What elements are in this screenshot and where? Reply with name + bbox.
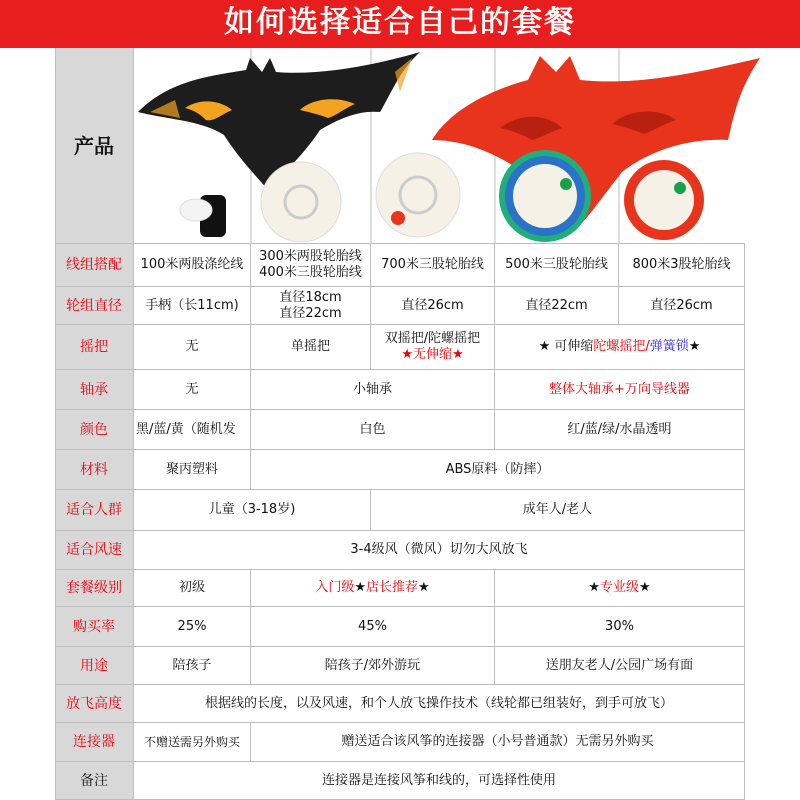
row-label-audience: 适合人群: [55, 490, 134, 531]
row-label-material: 材料: [55, 450, 134, 490]
color-pkg23: 白色: [251, 410, 495, 450]
line-pkg3: 700米三股轮胎线: [371, 244, 495, 287]
handle-pkg2: 单摇把: [251, 325, 371, 370]
reel-pkg2-a: 直径18cm: [279, 289, 342, 305]
usage-pkg23: 陪孩子/郊外游玩: [251, 647, 495, 685]
purchase-pkg45: 30%: [495, 607, 745, 647]
handle-pkg3-a: 双摇把/陀螺摇把: [384, 331, 481, 346]
level-pkg23: [251, 570, 495, 607]
row-label-reel-diameter: 轮组直径: [55, 287, 134, 325]
row-label-wind: 适合风速: [55, 531, 134, 570]
height-all: 根据线的长度，以及风速，和个人放飞操作技术（线轮都已组装好，到手可放飞）: [134, 685, 745, 723]
reel-pkg3: 直径26cm: [371, 287, 495, 325]
line-pkg5: 800米3股轮胎线: [619, 244, 745, 287]
bearing-pkg1: 无: [134, 370, 251, 410]
line-pkg4: 500米三股轮胎线: [495, 244, 619, 287]
bearing-pkg23: 小轴承: [251, 370, 495, 410]
purchase-pkg1: 25%: [134, 607, 251, 647]
handle-spring-lock: 弹簧锁: [649, 339, 689, 354]
connector-pkg25: 赠送适合该风筝的连接器（小号普通款）无需另外购买: [251, 723, 745, 762]
usage-pkg45: 送朋友老人/公园广场有面: [495, 647, 745, 685]
level-entry: 入门级: [315, 580, 355, 595]
connector-pkg1: 不赠送需另外购买: [134, 723, 251, 762]
row-label-usage: 用途: [55, 647, 134, 685]
level-star-b: ★: [418, 580, 430, 595]
handle-star-1: ★ 可伸缩: [538, 339, 594, 354]
level-pro: 专业级: [599, 580, 639, 595]
line-pkg1: 100米两股涤纶线: [134, 244, 251, 287]
comparison-table: [55, 48, 745, 800]
purchase-pkg23: 45%: [251, 607, 495, 647]
line-pkg2: [251, 244, 371, 287]
handle-star-2: ★: [688, 339, 701, 354]
material-pkg25: ABS原料（防摔）: [251, 450, 745, 490]
reel-pkg4: 直径22cm: [495, 287, 619, 325]
reel-pkg1: 手柄（长11cm): [134, 287, 251, 325]
usage-pkg1: 陪孩子: [134, 647, 251, 685]
level-pkg45: [495, 570, 745, 607]
product-image-area: [134, 48, 745, 244]
row-label-bearing: 轴承: [55, 370, 134, 410]
level-star-c: ★: [588, 580, 600, 595]
handle-pkg1: 无: [134, 325, 251, 370]
page-title: 如何选择适合自己的套餐: [0, 0, 800, 48]
material-pkg1: 聚丙塑料: [134, 450, 251, 490]
color-pkg45: 红/蓝/绿/水晶透明: [495, 410, 745, 450]
level-star-d: ★: [639, 580, 651, 595]
level-pkg1: 初级: [134, 570, 251, 607]
table-left-border: [55, 48, 56, 800]
handle-slash: /: [645, 339, 650, 354]
row-label-product: 产品: [55, 48, 134, 244]
handle-pkg45: [495, 325, 745, 370]
row-label-note: 备注: [55, 762, 134, 800]
reel-pkg2-b: 直径22cm: [279, 305, 342, 321]
row-label-line: 线组搭配: [55, 244, 134, 287]
row-label-purchase: 购买率: [55, 607, 134, 647]
row-label-height: 放飞高度: [55, 685, 134, 723]
row-label-connector: 连接器: [55, 723, 134, 762]
row-label-level: 套餐级别: [55, 570, 134, 607]
wind-all: 3-4级风（微风）切勿大风放飞: [134, 531, 745, 570]
line-pkg2-a: 300米两股轮胎线: [259, 249, 362, 264]
audience-pkg35: 成年人/老人: [371, 490, 745, 531]
reel-pkg5: 直径26cm: [619, 287, 745, 325]
note-all: 连接器是连接风筝和线的，可选择性使用: [134, 762, 745, 800]
color-pkg1: 黑/蓝/黄（随机发: [134, 410, 251, 450]
row-label-handle: 摇把: [55, 325, 134, 370]
reel-pkg2: [251, 287, 371, 325]
level-star-a: ★: [354, 580, 366, 595]
handle-pkg3-b: ★无伸缩★: [401, 347, 464, 362]
handle-pkg3: [371, 325, 495, 370]
row-label-color: 颜色: [55, 410, 134, 450]
handle-gyro: 陀螺摇把: [593, 339, 646, 354]
line-pkg2-b: 400米三股轮胎线: [259, 265, 362, 280]
level-recommend: 店长推荐: [366, 580, 419, 595]
audience-pkg12: 儿童（3-18岁): [134, 490, 371, 531]
bearing-pkg45: 整体大轴承+万向导线器: [495, 370, 745, 410]
